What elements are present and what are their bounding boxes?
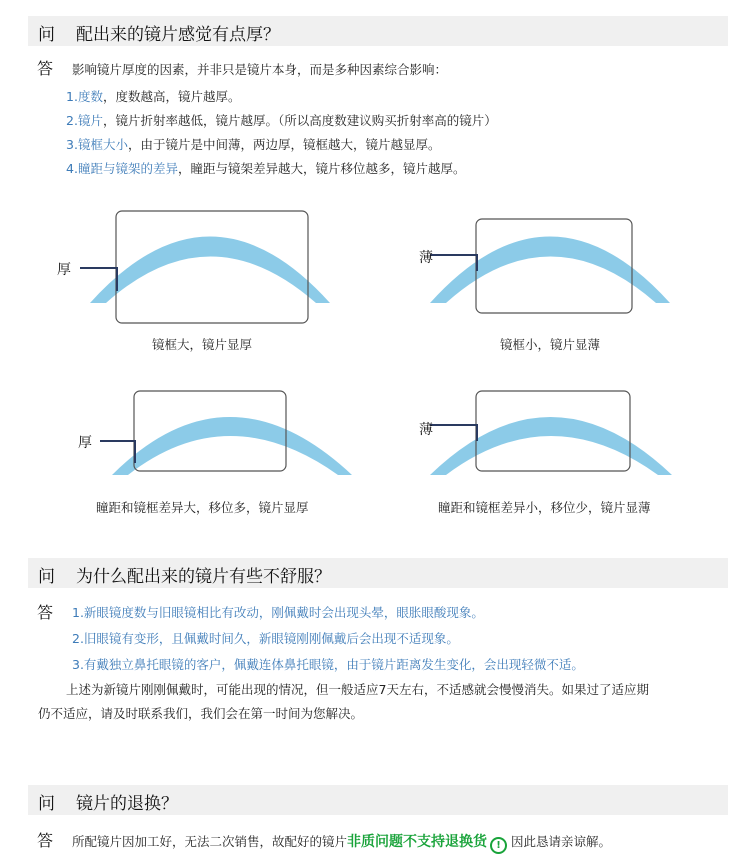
question-title: 为什么配出来的镜片有些不舒服？ bbox=[76, 567, 331, 587]
lens-diagram-small-frame bbox=[420, 205, 690, 330]
answer-intro: 影响镜片厚度的因素，并非只是镜片本身，而是多种因素综合影响： bbox=[72, 62, 448, 77]
question-mark: 问 bbox=[38, 25, 55, 45]
thin-label: 薄 bbox=[419, 422, 433, 438]
thick-label: 厚 bbox=[78, 435, 92, 451]
question-bar-2 bbox=[28, 558, 728, 588]
factor-item-1: 1.度数，度数越高，镜片越厚。 bbox=[66, 89, 241, 104]
answer-mark: 答 bbox=[37, 603, 54, 622]
factor-item-4: 4.瞳距与镜架的差异，瞳距与镜架差异越大，镜片移位越多，镜片越厚。 bbox=[66, 161, 466, 176]
discomfort-item-2: 2.旧眼镜有变形，且佩戴时间久，新眼镜刚刚佩戴后会出现不适现象。 bbox=[72, 631, 459, 646]
question-title: 镜片的退换？ bbox=[76, 794, 178, 814]
discomfort-item-1: 1.新眼镜度数与旧眼镜相比有改动，刚佩戴时会出现头晕，眼胀眼酸现象。 bbox=[72, 605, 484, 620]
answer-mark: 答 bbox=[37, 59, 54, 78]
factor-item-3: 3.镜框大小，由于镜片是中间薄，两边厚，镜框越大，镜片越显厚。 bbox=[66, 137, 441, 152]
summary-line-2: 仍不适应，请及时联系我们，我们会在第一时间为您解决。 bbox=[38, 706, 364, 721]
lens-diagram-large-shift bbox=[100, 385, 370, 485]
question-title: 配出来的镜片感觉有点厚？ bbox=[76, 25, 280, 45]
question-mark: 问 bbox=[38, 794, 55, 814]
question-bar-1 bbox=[28, 16, 728, 46]
factor-item-2: 2.镜片，镜片折射率越低，镜片越厚。（所以高度数建议购买折射率高的镜片） bbox=[66, 113, 497, 128]
warning-icon: ! bbox=[490, 837, 507, 854]
diagram-caption-1: 镜框大，镜片显厚 bbox=[152, 337, 253, 352]
question-bar-3 bbox=[28, 785, 728, 815]
diagram-caption-4: 瞳距和镜框差异小，移位少，镜片显薄 bbox=[438, 500, 651, 515]
answer-mark: 答 bbox=[37, 831, 54, 850]
question-mark: 问 bbox=[38, 567, 55, 587]
diagram-caption-2: 镜框小，镜片显薄 bbox=[500, 337, 601, 352]
diagram-caption-3: 瞳距和镜框差异大，移位多，镜片显厚 bbox=[96, 500, 309, 515]
discomfort-item-3: 3.有戴独立鼻托眼镜的客户，佩戴连体鼻托眼镜，由于镜片距离发生变化，会出现轻微不适。 bbox=[72, 657, 584, 672]
thin-label: 薄 bbox=[419, 250, 433, 266]
lens-diagram-large-frame bbox=[80, 205, 350, 330]
return-policy-text: 所配镜片因加工好，无法二次销售，故配好的镜片非质问题不支持退换货 ! 因此恳请亲谅解。 bbox=[72, 831, 611, 854]
lens-diagram-small-shift bbox=[420, 385, 690, 485]
thick-label: 厚 bbox=[57, 262, 71, 278]
no-return-highlight: 非质问题不支持退换货 bbox=[347, 834, 488, 850]
summary-line-1: 上述为新镜片刚刚佩戴时，可能出现的情况，但一般适应7天左右，不适感就会慢慢消失。如果过了适应期 bbox=[66, 682, 649, 697]
